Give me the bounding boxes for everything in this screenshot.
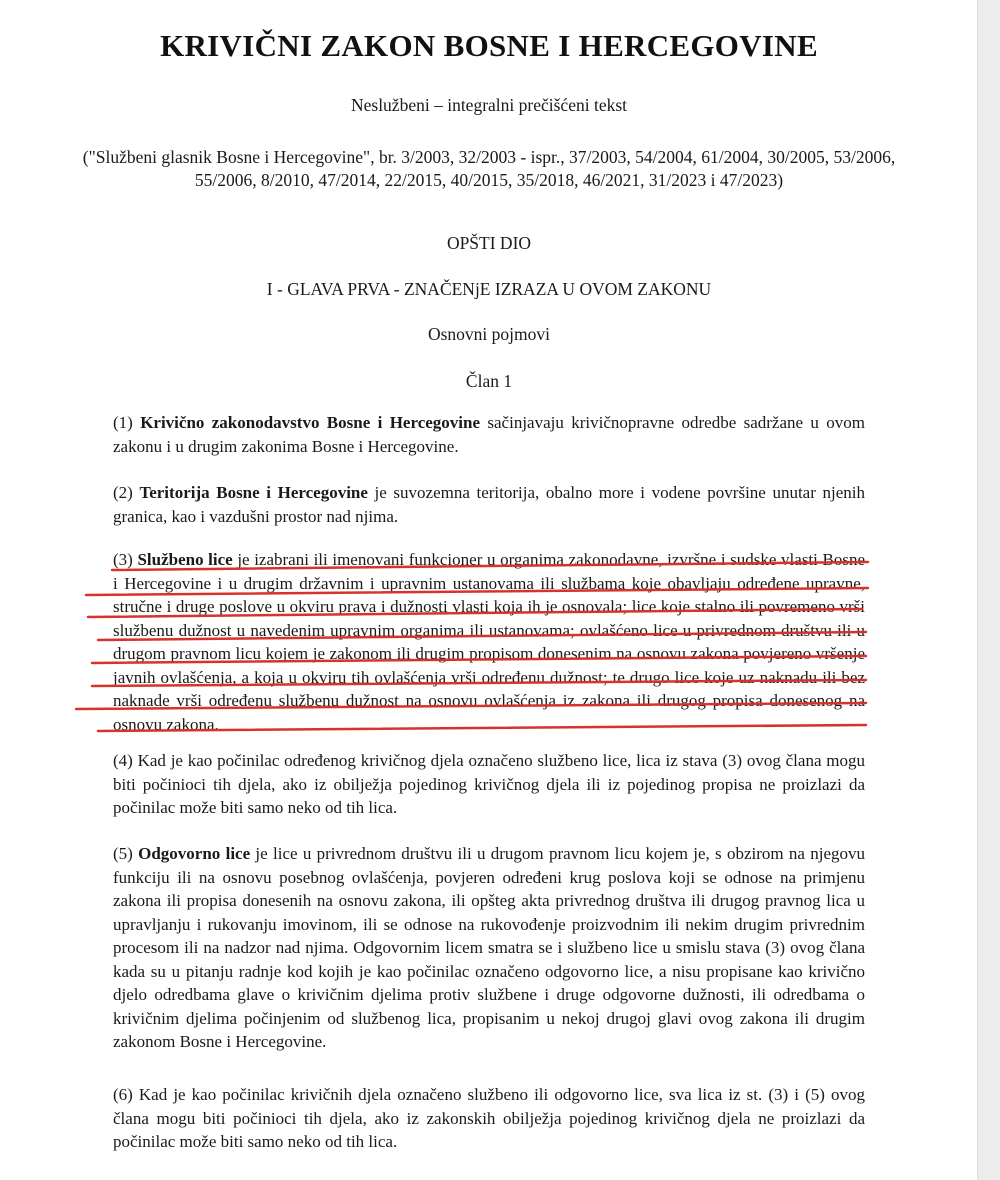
paragraph-5-term: Odgovorno lice [138,844,251,863]
article-heading: Član 1 [465,371,513,391]
paragraph-3-text: je izabrani ili imenovani funkcioner u organima zakonodavne, izvršne i sudske vlasti Bosne i Hercegovine i u drugim državnim i upravnim ustanovama ili službama koje obavljaju određene upravne, stručne i druge poslove u okviru prava i dužnosti vlasti koja ih je osnovala; lice koje stalno ili povremeno vrši službenu dužnost u navedenim upravnim organima ili ustanovama; ovlašćeno lice u privrednom društvu ili u drugom pravnom licu kojem je zakonom ili drugim propisom donesenim na osnovu zakona povjereno vršenje javnih ovlašćenja, a koja u okviru tih ovlašćenja vrši određenu dužnost; te drugo lice koje uz naknadu ili bez naknade vrši određenu službenu dužnost na osnovu ovlašćenja iz zakona ili drugog propisa donesenog na osnovu zakona. [113,550,865,734]
paragraph-2-text: je suvozemna teritorija, obalno more i vodene površine unutar njenih granica, kao i vazdušni prostor nad njima. [113,483,865,526]
paragraph-1 [113,411,865,458]
document-title: KRIVIČNI ZAKON BOSNE I HERCEGOVINE [160,28,818,63]
paragraph-1-number: (1) [113,413,141,432]
paragraph-1-text: sačinjavaju krivičnopravne odredbe sadržane u ovom zakonu i u drugim zakonima Bosne i Hercegovine. [113,413,865,456]
paragraph-5-number: (5) [113,844,139,863]
paragraph-1-term: Krivično zakonodavstvo Bosne i Hercegovine [140,413,481,432]
document-subtitle: Neslužbeni – integralni prečišćeni tekst [350,95,628,115]
section-heading: Osnovni pojmovi [427,324,551,344]
paragraph-5 [113,842,865,1054]
paragraph-2-term: Teritorija Bosne i Hercegovine [139,483,368,502]
paragraph-5-text: je lice u privrednom društvu ili u drugom pravnom licu kojem je, s obzirom na njegovu funkciju ili na osnovu posebnog ovlašćenja, povjeren određeni krug poslova koji se odnose na primjenu zakona ili propisa donesenih na osnovu zakona, ili opšteg akta privrednog društva ili drugog pravnog lica u upravljanju i rukovanju imovinom, ili se odnose na rukovođenje proizvodnim ili nekim drugim privrednim procesom ili na nadzor nad njima. Odgovornim licem smatra se i službeno lice u smislu stava (3) ovog člana kada su u pitanju radnje kod kojih je kao počinilac označeno odgovorno lice, a nisu propisane kao krivično djelo odredbama glave o krivičnim djelima protiv službene i druge odgovorne dužnosti, ili odredbama o krivičnim djelima počinjenim od službenog lica, propisanim u nekoj drugoj glavi ovog zakona ili drugim zakonom Bosne i Hercegovine. [113,844,866,1051]
paragraph-3 [113,548,865,736]
paragraph-2 [113,481,865,528]
paragraph-2-number: (2) [113,483,140,502]
paragraph-4: (4) Kad je kao počinilac određenog krivičnog djela označeno službeno lice, lica iz stava (3) ovog člana mogu biti počinioci tih djela, ako iz obilježja pojedinog krivičnog djela ili iz pojedinog propisa ne proizlazi da počinilac može biti samo neko od tih lica. [113,751,865,817]
gazette-reference: ("Službeni glasnik Bosne i Hercegovine", br. 3/2003, 32/2003 - ispr., 37/2003, 54/2004, 61/2004, 30/2005, 53/2006, 55/2006, 8/2010, 47/2014, 22/2015, 40/2015, 35/2018, 46/2021, 31/2023 i 47/2023) [82,147,896,190]
paragraph-3-number: (3) [113,550,138,569]
page-edge-strip [977,0,1000,1180]
chapter-heading: I - GLAVA PRVA - ZNAČENjE IZRAZA U OVOM ZAKONU [266,279,712,299]
general-part-heading: OPŠTI DIO [446,233,532,253]
paragraph-6: (6) Kad je kao počinilac krivičnih djela označeno službeno ili odgovorno lice, sva lica iz st. (3) i (5) ovog člana mogu biti počinioci tih djela, ako iz zakonskih obilježja pojedinog krivičnog djela ne proizlazi da počinilac može biti samo neko od tih lica. [113,1085,865,1151]
paragraph-3-term: Službeno lice [137,550,233,569]
